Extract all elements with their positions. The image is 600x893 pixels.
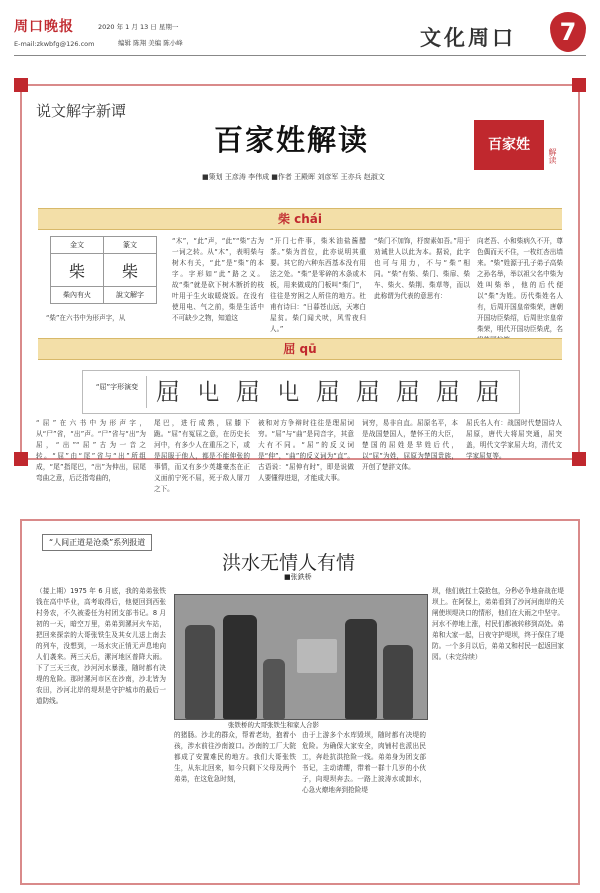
column-title: 说文解字新谭 — [36, 102, 127, 120]
panel-corner-ornament — [14, 78, 28, 92]
chai-text-col-3: “柴门不加饰，杼窗素如吾。”用于劝诫世人以此为本。据说，此字也可与用力，不与“柴”相同。“柴”有柴、柴门、柴扉、柴车、柴火、柴荆、柴草等，而以此称谓为代表的意思有： — [374, 237, 470, 300]
story-author: ■张鉄桥 — [284, 573, 312, 581]
glyph-form: 屈 — [156, 378, 180, 406]
photo-caption: 张铁桥的大哥张铁生和家人合影 — [228, 721, 319, 729]
person-figure — [223, 615, 257, 719]
qu-text-col-2: 尾巴，进行成熟，屈膝下跪。“屈”有冤屈之意，在历史长河中，有多少人在重压之下，或是屈服于他人，都是不能伸张的事情，而又有多少英雄豪杰在正义面前宁死不屈，死于敌人屠刀之下。 — [154, 419, 250, 493]
newspaper-logo: 周口晚报 — [14, 19, 74, 35]
table-header: 篆文 — [104, 237, 157, 254]
family-photo — [174, 594, 428, 720]
glyph-form: 𡳾 — [276, 378, 300, 406]
seal-glyph: 柴 — [104, 254, 157, 287]
chai-text-col-4: 向老吾、小和柴病久不开，尊色偶而天不住，一枚红杏出墙来。“柴”姓源于孔子弟子高柴之孙名举，举以祖父名中柴为姓叫柴举，他的后代便以“柴”为姓。历代柴姓名人有，后周开国皇帝柴荣，唐朝开国功臣柴绍，后周世宗皇帝柴荣，明代开国功臣柴虎，名 — [477, 237, 563, 333]
panel-corner-ornament — [572, 78, 586, 92]
glyph-form: 𡳾 — [196, 378, 220, 406]
story-title: 洪水无情人有情 — [222, 552, 356, 574]
chai-heading-band: 柴 chái — [38, 208, 562, 230]
table-caption: 柴內有火 — [51, 287, 104, 304]
panel-corner-ornament — [572, 452, 586, 466]
glyph-form: 屈 — [236, 378, 260, 406]
chai-glyph-table — [50, 236, 157, 304]
glyph-form: 屈 — [476, 378, 500, 406]
story-text-col-3: 由于上游多个水库毁坝，随时都有决堤的危险。为确保大家安全，肉铺村也派出民工，奔赴抗洪抢险一线。弟弟身为团支部书记，主动请缨，带着一群十几岁的小伙子，向堤坝奔去。一路上波涛水或卸水，心急火燎地奔到抢险堤 — [302, 731, 426, 794]
qu-text-col-3: 被和对方争辩时往往是理屈词穷。“屈”与“曲”是同音字，其意大有不同。“屈”的反义词是“伸”，“曲”的反义词为“直”。古语说：“屈伸有时”，即是说做人要懂得进退，才能成大事。 — [258, 419, 354, 482]
page-number-badge: 7 — [550, 12, 586, 52]
header-rule — [14, 55, 586, 56]
section-title: 文化周口 — [420, 25, 516, 50]
person-figure — [345, 619, 377, 719]
person-figure — [383, 645, 413, 719]
chai-text-col-2: “开门七件事，柴米油盐酱醋茶。”柴为首位，此亦说明其重要。其它的六种东西基本没有用法之处。“柴”是零碎的木条或木板，用来做成的门板叫“柴门”，往往是穷困之人所住的地方。杜甫有诗曰：“日暮苍山远，天寒白屋贫。柴门闻犬吠，风雪夜归人。” — [270, 237, 366, 333]
glyph-form: 屈 — [396, 378, 420, 406]
qu-heading-band: 屈 qū — [38, 338, 562, 360]
issue-date: 2020 年 1 月 13 日 星期一 — [98, 23, 179, 31]
feature-credits: ■策划 王彦涛 李伟成 ■作者 王殿晖 刘彦军 王亦兵 赵淑文 — [202, 173, 385, 181]
series-stamp: 百家姓 — [474, 120, 544, 170]
story-text-col-2: 的猪肠。沙北的群众，帮着老幼，抱着小孩，涉水前往沙南渡口。沙南的工厂大院都成了安置难民的地方。我们大哥张铁生，从东北回来，如今只剩下父母及两个弟弟，在这危急时刻， — [174, 731, 296, 783]
table-caption: 說文解字 — [104, 287, 157, 304]
contact-email: E-mail:zkwbfg@126.com — [14, 40, 95, 48]
qu-text-col-4: 词穷，易非自直。屈原名平，本是战国楚国人，楚怀王的大臣，楚国的屈姓是芈姓后代，以“屈”为姓，屈原为楚国贵族，开创了楚辞文体。 — [362, 419, 458, 471]
qu-text-col-5: 屈氏名人有：战国时代楚国诗人屈原，唐代大将屈突通，屈突盖，明代文学家屈大均，清代文学家屈复等。 — [466, 419, 562, 460]
person-figure — [185, 625, 215, 719]
series-stamp-sub: 解读 — [548, 148, 557, 164]
glyph-form: 屈 — [356, 378, 380, 406]
chai-text-col-1: “木”，“此”声，“此”“柴”古为一词之转。从“木”，表明柴与树木有关，“此”是“柴”的本字。字形如“此”路之义。故“柴”就是砍下树木断折的枝叶用于生火取暖烧饭。在没有使用电、气之前，柴是生活中不可缺少之物，知道这 — [172, 237, 264, 322]
panel-corner-ornament — [14, 452, 28, 466]
evolution-label: “屈”字形演变 — [95, 383, 139, 391]
editors-line: 编辑 陈翔 美编 陈小峰 — [118, 39, 183, 47]
divider — [146, 376, 147, 408]
glyph-form: 屈 — [316, 378, 340, 406]
qu-text-col-1: “屈”在六书中为形声字，从“尸”省，“出”声。“尸”省与“出”为屈，“出”“屈”古为一音之转。“屈”由“尾”省与“出”所组成，“尾”指尾巴，“出”为伸出，屈尾弯曲之意，后泛指弯曲的， — [36, 419, 146, 482]
feature-title: 百家姓解读 — [214, 123, 370, 157]
chai-intro-text: “柴”在六书中为形声字，从 — [46, 314, 126, 322]
table-header: 金文 — [51, 237, 104, 254]
glyph-form: 屈 — [436, 378, 460, 406]
bronze-glyph: 柴 — [51, 254, 104, 287]
story-text-col-4: 坝，他们就扛土袋抢包，分秒必争地奋战在堤坝上。在阿保上，弟弟看到了沙河河南岸的关闸使坝堤决口的情形，他们在大雨之中坚守。河水不停地上涨，村民们都被转移到高处。弟弟和大家一起，日夜守护堤坝，终于保住了堤防。一个多月以后，弟弟又和村民一起返回家园。（未完待续） — [432, 587, 564, 661]
series-tag: “人间正道是沧桑”系列报道 — [42, 534, 152, 551]
person-figure — [263, 659, 285, 719]
table-object — [297, 639, 337, 673]
story-text-col-1: （接上期）1975 年 6 月底，我的弟弟张铁钱在高中毕业，高考取得后，他便回到西张村务农，不久被委任为村团支部书记。8 月初的一天，暗空万里，弟弟到漯河火车站，把回来探亲的大哥张铁生及其女儿送上南去的列车，没想到，一场水灾正悄无声息地向人们袭来。两三天后，漯河地区普降大雨。下了三天三夜，沙河河水暴涨，随时都有决堤的危险。那时漯河市区在沙南，沙北皆为农田，沙河北岸的堤坝是守护城市的最后一道防线。 — [36, 587, 166, 705]
